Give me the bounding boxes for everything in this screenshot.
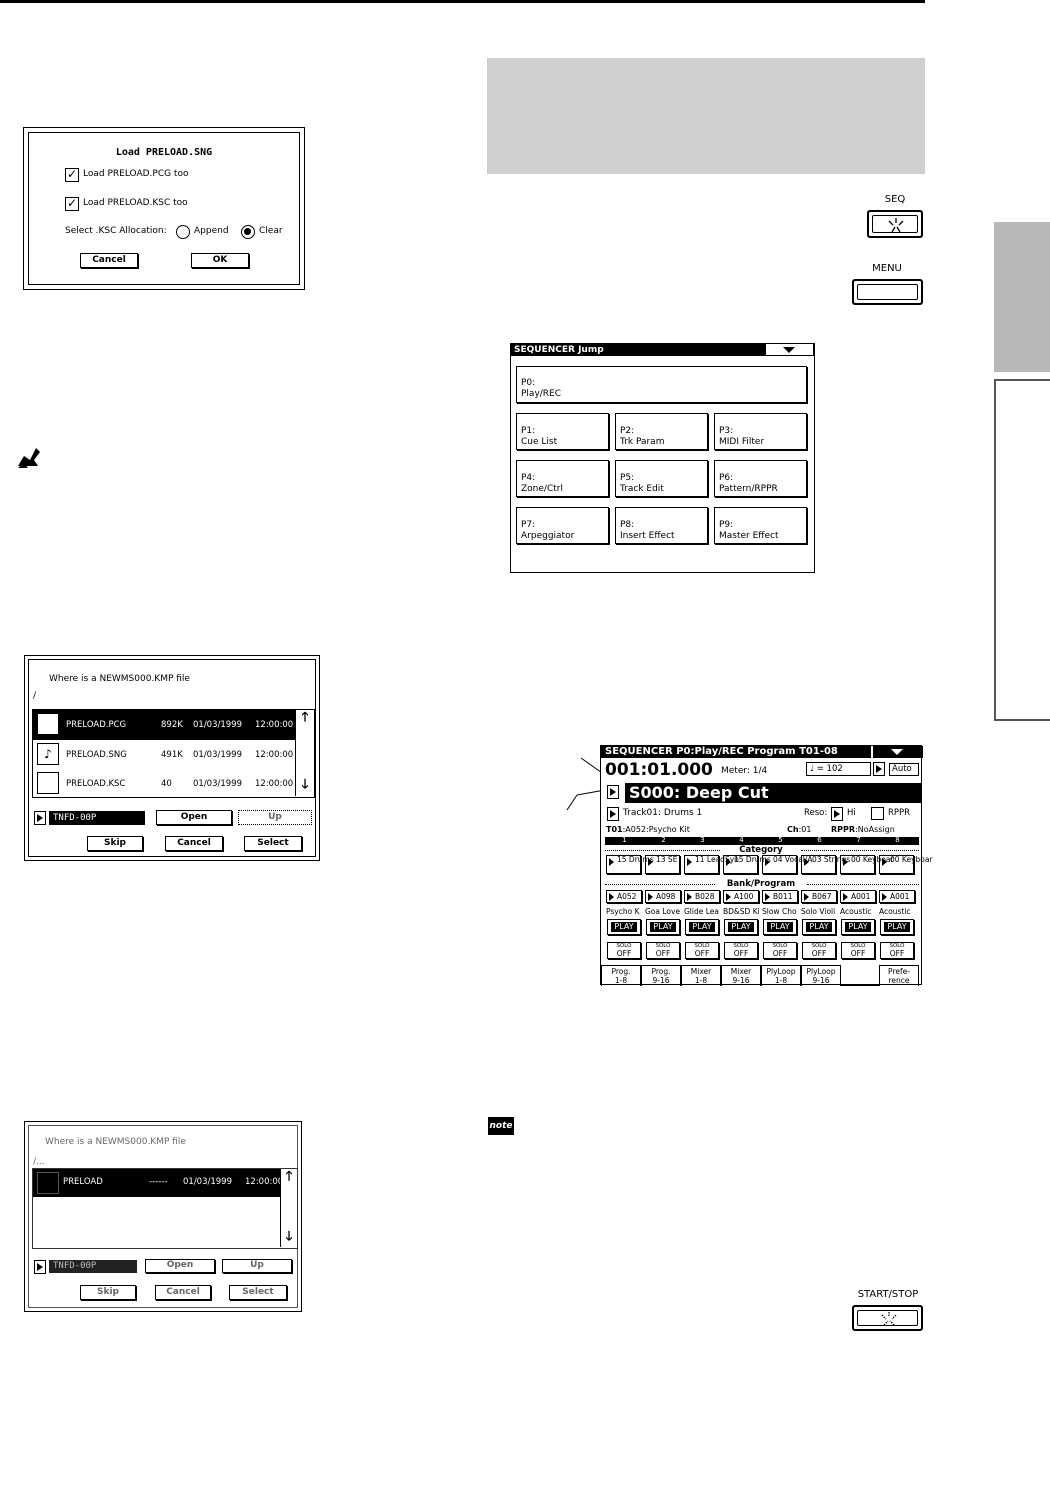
folder-scrollbar[interactable] <box>280 1169 297 1247</box>
seq-button-label: SEQ <box>884 194 906 205</box>
program-select[interactable]: A001 <box>840 890 876 903</box>
drive-field[interactable]: TNFD-00P <box>49 1260 137 1273</box>
file-select-dialog <box>24 655 320 861</box>
jump-p3[interactable]: P3: MIDI Filter <box>714 413 807 450</box>
play-rec-mute-button[interactable]: PLAY <box>841 919 875 935</box>
category-select[interactable]: 03 Strings <box>801 855 836 874</box>
screen-title: SEQUENCER P0:Play/REC Program T01-08 <box>601 746 871 758</box>
page-tab[interactable]: Prog. 1-8 <box>601 965 641 986</box>
category-select[interactable]: 15 Drums <box>606 855 641 874</box>
file-list[interactable] <box>32 709 315 798</box>
track-select[interactable]: Track01: Drums 1 <box>623 808 703 818</box>
start-stop-button[interactable] <box>852 1305 923 1331</box>
append-radio[interactable] <box>176 225 190 239</box>
track-number-row: 1 2 3 4 5 6 7 8 <box>605 837 919 845</box>
jump-p9[interactable]: P9: Master Effect <box>714 507 807 544</box>
song-name[interactable]: S000: Deep Cut <box>625 783 921 803</box>
play-rec-mute-button[interactable]: PLAY <box>763 919 797 935</box>
track-info: T01:A052:Psycho Kit <box>606 825 690 834</box>
solo-button[interactable]: SOLO OFF <box>841 942 875 959</box>
page-tab[interactable]: Mixer 1-8 <box>681 965 721 986</box>
program-name: Goa Love <box>645 907 681 916</box>
file-prompt: Where is a NEWMS000.KMP file <box>49 674 190 684</box>
solo-button[interactable]: SOLO OFF <box>763 942 797 959</box>
reso-value: Hi <box>847 808 856 818</box>
dialog-title: Load PRELOAD.SNG <box>115 147 213 158</box>
tempo-field[interactable]: ♩ = 102 <box>806 762 871 776</box>
solo-button[interactable]: SOLO OFF <box>646 942 680 959</box>
meter[interactable]: Meter: 1/4 <box>721 766 768 776</box>
folder-row[interactable]: PRELOAD ------ 01/03/1999 12:00:00 <box>33 1169 280 1197</box>
jump-p0[interactable]: P0: Play/REC <box>516 366 807 403</box>
program-name: Psycho K <box>606 907 640 916</box>
song-select-icon[interactable] <box>607 785 619 799</box>
category-select[interactable]: 04 Vocal/A <box>762 855 797 874</box>
scroll-down-icon[interactable]: 🡓 <box>285 1229 293 1244</box>
load-pcg-checkbox[interactable]: ✓ <box>66 167 78 181</box>
page-tab[interactable]: Prog. 9-16 <box>641 965 681 986</box>
file-row[interactable]: ♪ PRELOAD.SNG 491K 01/03/1999 12:00:00 <box>33 740 295 770</box>
allocation-label: Select .KSC Allocation: <box>65 226 167 236</box>
tempo-mode-icon[interactable] <box>873 762 885 776</box>
skip-button[interactable]: Skip <box>87 836 143 851</box>
category-label: Category <box>721 845 801 855</box>
section-header-box <box>487 58 925 174</box>
jump-p2[interactable]: P2: Trk Param <box>615 413 708 450</box>
seq-button[interactable] <box>867 210 923 238</box>
tempo-auto[interactable]: Auto <box>889 763 919 776</box>
up-button[interactable]: Up <box>222 1259 292 1273</box>
solo-button[interactable]: SOLO OFF <box>607 942 641 959</box>
program-select[interactable]: A001 <box>879 890 915 903</box>
jump-title: SEQUENCER Jump <box>511 344 766 356</box>
open-button[interactable]: Open <box>156 810 232 825</box>
ok-button[interactable]: OK <box>191 253 249 268</box>
program-name: Slow Cho <box>762 907 797 916</box>
load-song-dialog <box>23 127 305 290</box>
clear-radio[interactable] <box>241 225 255 239</box>
led-lit-icon <box>879 1311 899 1327</box>
sequencer-playrec-screen <box>600 745 933 985</box>
folder-path: /... <box>33 1157 45 1167</box>
page-tab[interactable]: Prefe- rence <box>879 965 919 986</box>
note-icon: note <box>488 1117 514 1135</box>
led-lit-icon <box>886 216 906 234</box>
program-select[interactable]: B067 <box>801 890 837 903</box>
folder-list[interactable] <box>32 1168 298 1249</box>
page-tab[interactable]: PlyLoop 1-8 <box>761 965 801 986</box>
select-button[interactable]: Select <box>244 836 302 851</box>
page-menu-icon[interactable] <box>764 344 814 356</box>
rppr-info: RPPR:NoAssign <box>831 825 895 834</box>
up-button[interactable]: Up <box>238 810 312 825</box>
play-rec-mute-button[interactable]: PLAY <box>685 919 719 935</box>
file-path: / <box>33 691 37 701</box>
side-tab-active <box>994 222 1050 372</box>
category-select[interactable]: 15 Drums <box>723 855 758 874</box>
program-name: Acoustic <box>840 907 872 916</box>
play-rec-mute-button[interactable]: PLAY <box>880 919 914 935</box>
ksc-file-icon <box>37 772 59 794</box>
load-pcg-label: Load PRELOAD.PCG too <box>83 169 189 179</box>
solo-button[interactable]: SOLO OFF <box>802 942 836 959</box>
start-stop-label: START/STOP <box>857 1289 919 1300</box>
side-tab-inactive <box>994 379 1050 721</box>
scroll-up-icon[interactable]: 🡑 <box>285 1169 293 1184</box>
clear-label: Clear <box>259 226 283 236</box>
load-ksc-label: Load PRELOAD.KSC too <box>83 198 188 208</box>
folder-prompt: Where is a NEWMS000.KMP file <box>45 1137 186 1147</box>
jump-p4[interactable]: P4: Zone/Ctrl <box>516 460 609 497</box>
program-select[interactable]: A052 <box>606 890 642 903</box>
play-rec-mute-button[interactable]: PLAY <box>646 919 680 935</box>
play-rec-mute-button[interactable]: PLAY <box>802 919 836 935</box>
page-tab[interactable]: Mixer 9-16 <box>721 965 761 986</box>
sequencer-jump-screen <box>510 343 815 573</box>
track-select-icon[interactable] <box>607 807 619 821</box>
append-label: Append <box>194 226 229 236</box>
jump-p6[interactable]: P6: Pattern/RPPR <box>714 460 807 497</box>
drive-field[interactable]: TNFD-00P <box>49 811 145 825</box>
drive-select-icon[interactable] <box>34 1260 46 1274</box>
solo-button[interactable]: SOLO OFF <box>685 942 719 959</box>
folder-icon <box>37 1172 59 1194</box>
category-select[interactable]: 11 LeadSyn <box>684 855 719 874</box>
rppr-checkbox[interactable] <box>871 807 884 820</box>
jump-p7[interactable]: P7: Arpeggiator <box>516 507 609 544</box>
top-rule <box>0 0 925 3</box>
file-scrollbar[interactable] <box>295 710 315 796</box>
program-name: BD&SD Ki <box>723 907 760 916</box>
solo-button[interactable]: SOLO OFF <box>724 942 758 959</box>
reso-label: Reso: <box>804 808 828 818</box>
page-tab[interactable]: PlyLoop 9-16 <box>801 965 841 986</box>
song-file-icon: ♪ <box>37 743 59 765</box>
warning-icon <box>16 444 42 470</box>
category-select[interactable]: 00 Keyboar <box>840 855 875 874</box>
file-row[interactable]: PRELOAD.KSC 40 01/03/1999 12:00:00 <box>33 769 295 799</box>
category-select[interactable]: 00 Keyboar <box>879 855 914 874</box>
play-rec-mute-button[interactable]: PLAY <box>607 919 641 935</box>
rppr-checkbox-label: RPPR <box>888 808 911 818</box>
program-name: Solo Violi <box>801 907 836 916</box>
program-select[interactable]: B028 <box>684 890 720 903</box>
jump-p5[interactable]: P5: Track Edit <box>615 460 708 497</box>
bank-program-label: Bank/Program <box>716 879 806 889</box>
folder-select-dialog <box>24 1121 302 1312</box>
load-ksc-checkbox[interactable]: ✓ <box>66 196 78 210</box>
skip-button[interactable]: Skip <box>80 1285 136 1300</box>
channel-info: Ch:01 <box>787 825 812 834</box>
cancel-button[interactable]: Cancel <box>165 836 223 851</box>
location[interactable]: 001:01.000 <box>605 760 713 780</box>
menu-button[interactable] <box>852 279 923 305</box>
solo-button[interactable]: SOLO OFF <box>880 942 914 959</box>
program-name: Glide Lea <box>684 907 719 916</box>
jump-p1[interactable]: P1: Cue List <box>516 413 609 450</box>
menu-button-label: MENU <box>872 263 902 274</box>
cancel-button[interactable]: Cancel <box>80 253 138 268</box>
category-select[interactable]: 13 SE <box>645 855 680 874</box>
pcg-file-icon <box>37 713 59 735</box>
play-rec-mute-button[interactable]: PLAY <box>724 919 758 935</box>
file-row[interactable]: PRELOAD.PCG 892K 01/03/1999 12:00:00 <box>33 710 295 740</box>
jump-p8[interactable]: P8: Insert Effect <box>615 507 708 544</box>
drive-select-icon[interactable] <box>34 811 46 825</box>
program-name: Acoustic <box>879 907 911 916</box>
select-button[interactable]: Select <box>229 1285 287 1300</box>
scroll-down-icon[interactable]: 🡓 <box>301 777 309 792</box>
cancel-button[interactable]: Cancel <box>155 1285 211 1300</box>
program-select[interactable]: A100 <box>723 890 759 903</box>
reso-select-icon[interactable] <box>831 807 843 821</box>
program-select[interactable]: A098 <box>645 890 681 903</box>
scroll-up-icon[interactable]: 🡑 <box>301 710 309 725</box>
page-menu-icon[interactable] <box>873 746 923 758</box>
program-select[interactable]: B011 <box>762 890 798 903</box>
open-button[interactable]: Open <box>145 1259 215 1273</box>
